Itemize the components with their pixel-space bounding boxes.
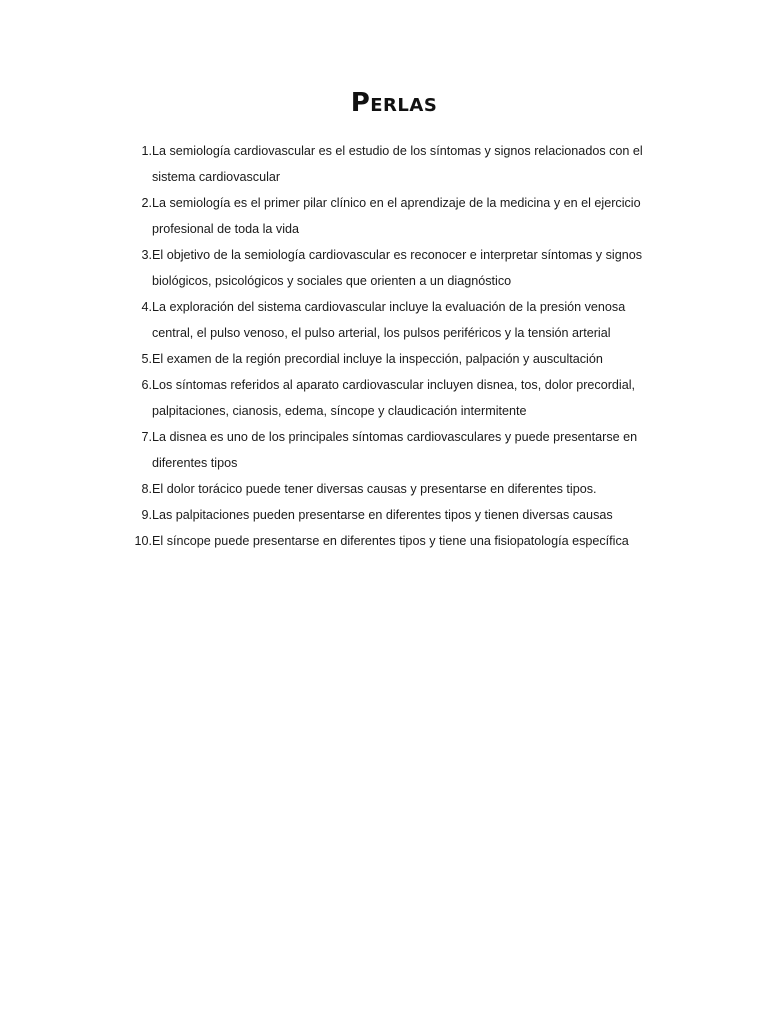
list-item-text: Los síntomas referidos al aparato cardiovascular incluyen disnea, tos, dolor precordial, palpitaciones, cianosis, edema, síncope y claudicación intermitente bbox=[152, 378, 636, 418]
list-item-text: Las palpitaciones pueden presentarse en diferentes tipos y tienen diversas causas bbox=[152, 508, 613, 522]
list-item-number: 8. bbox=[141, 482, 152, 496]
list-item-number: 2. bbox=[141, 196, 152, 210]
list-item-number: 7. bbox=[141, 430, 152, 444]
list-item-text: El objetivo de la semiología cardiovascular es reconocer e interpretar síntomas y signos biológicos, psicológicos y sociales que orienten a un diagnóstico bbox=[152, 248, 643, 288]
list-item-text: El dolor torácico puede tener diversas causas y presentarse en diferentes tipos. bbox=[152, 482, 597, 496]
list-item bbox=[118, 372, 658, 424]
list-item-text: El síncope puede presentarse en diferentes tipos y tiene una fisiopatología específica bbox=[152, 534, 629, 548]
list-item-text: La exploración del sistema cardiovascular incluye la evaluación de la presión venosa central, el pulso venoso, el pulso arterial, los pulsos periféricos y la tensión arterial bbox=[152, 300, 626, 340]
pearl-list bbox=[118, 138, 658, 554]
list-item-text: La semiología es el primer pilar clínico en el aprendizaje de la medicina y en el ejercicio profesional de toda la vida bbox=[152, 196, 641, 236]
list-item-number: 5. bbox=[141, 352, 152, 366]
list-item-text: El examen de la región precordial incluye la inspección, palpación y auscultación bbox=[152, 352, 603, 366]
list-item-number: 4. bbox=[141, 300, 152, 314]
list-item bbox=[118, 190, 658, 242]
list-item bbox=[118, 502, 658, 528]
list-item bbox=[118, 242, 658, 294]
list-item-number: 1. bbox=[141, 144, 152, 158]
list-item-number: 10. bbox=[134, 534, 152, 548]
list-item bbox=[118, 528, 658, 554]
list-item bbox=[118, 424, 658, 476]
list-item-number: 9. bbox=[141, 508, 152, 522]
page-title: Perlas bbox=[350, 88, 438, 118]
list-item bbox=[118, 138, 658, 190]
list-item-text: La disnea es uno de los principales síntomas cardiovasculares y puede presentarse en diferentes tipos bbox=[152, 430, 638, 470]
list-item bbox=[118, 476, 658, 502]
list-item-number: 3. bbox=[141, 248, 152, 262]
list-item bbox=[118, 294, 658, 346]
list-item-text: La semiología cardiovascular es el estudio de los síntomas y signos relacionados con el sistema cardiovascular bbox=[152, 144, 643, 184]
list-item-number: 6. bbox=[141, 378, 152, 392]
list-item bbox=[118, 346, 658, 372]
